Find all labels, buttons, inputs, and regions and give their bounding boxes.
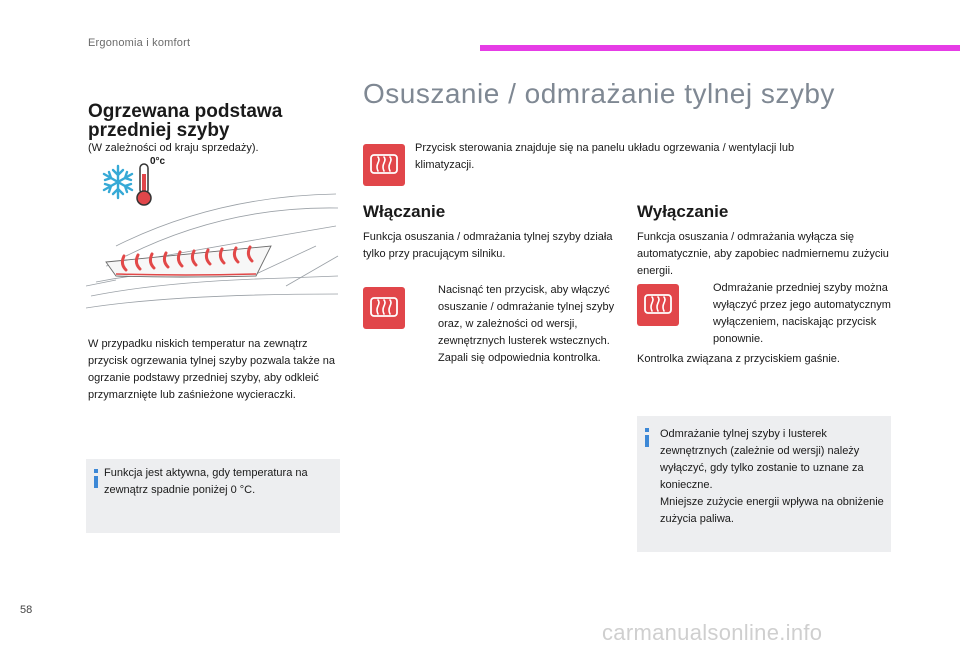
page-number: 58 <box>20 604 33 616</box>
on-bullet-text: Nacisnąć ten przycisk, aby włączyć osuszanie / odmrażanie tylnej szyby oraz, w zależności od wersji, zewnętrznych lusterek wstecznych. Zapali się odpowiednia kontrolka. <box>438 284 615 364</box>
on-text: Funkcja osuszania / odmrażania tylnej szyby działa tylko przy pracującym silniku. <box>363 231 613 260</box>
right-note-box <box>637 416 891 552</box>
running-head: Ergonomia i komfort <box>88 37 191 49</box>
temp-label: 0°c <box>150 156 166 167</box>
main-intro: Przycisk sterowania znajduje się na panelu układu ogrzewania / wentylacji lub klimatyzacji. <box>415 142 795 171</box>
rear-defrost-icon <box>637 284 679 326</box>
right-note-text <box>660 426 886 528</box>
off-text: Funkcja osuszania / odmrażania wyłącza się automatycznie, aby zapobiec nadmiernemu zużyciu energii. <box>637 231 889 277</box>
rear-defrost-icon <box>363 287 405 329</box>
left-note-text: Funkcja jest aktywna, gdy temperatura na zewnątrz spadnie poniżej 0 °C. <box>104 467 308 496</box>
off-bullet-text: Odmrażanie przedniej szyby można wyłączyć przez jego automatycznym wyłączeniem, naciskając przycisk ponownie. <box>713 282 891 345</box>
note-accent <box>645 428 649 450</box>
on-defrost-button <box>363 287 405 329</box>
rear-defrost-icon <box>363 144 405 186</box>
on-title: Włączanie <box>363 202 446 221</box>
off-after-text: Kontrolka związana z przyciskiem gaśnie. <box>637 353 840 365</box>
right-note-line-2: Mniejsze zużycie energii wpływa na obniżenie zużycia paliwa. <box>660 496 884 525</box>
rear-defrost-button <box>363 144 405 186</box>
watermark: carmanualsonline.info <box>602 620 823 645</box>
left-note-box <box>86 459 340 533</box>
left-description: W przypadku niskich temperatur na zewnątrz przycisk ogrzewania tylnej szyby pozwala także na ogrzanie podstawy przedniej szyby, aby odkleić przymarznięte lub zaśnieżone wycieraczki. <box>88 338 336 401</box>
left-title: Ogrzewana podstawa przedniej szyby <box>88 101 283 141</box>
note-accent <box>94 469 98 491</box>
windshield-illustration <box>86 186 340 316</box>
left-subtitle: (W zależności od kraju sprzedaży). <box>88 142 259 154</box>
off-defrost-button <box>637 284 679 326</box>
main-title: Osuszanie / odmrażanie tylnej szyby <box>363 78 835 109</box>
header-accent-bar <box>480 45 960 51</box>
right-note-line-1: Odmrażanie tylnej szyby i lusterek zewnętrznych (zależnie od wersji) należy wyłączyć, gdy tylko zostanie to uznane za konieczne. <box>660 428 864 491</box>
off-title: Wyłączanie <box>637 202 729 221</box>
